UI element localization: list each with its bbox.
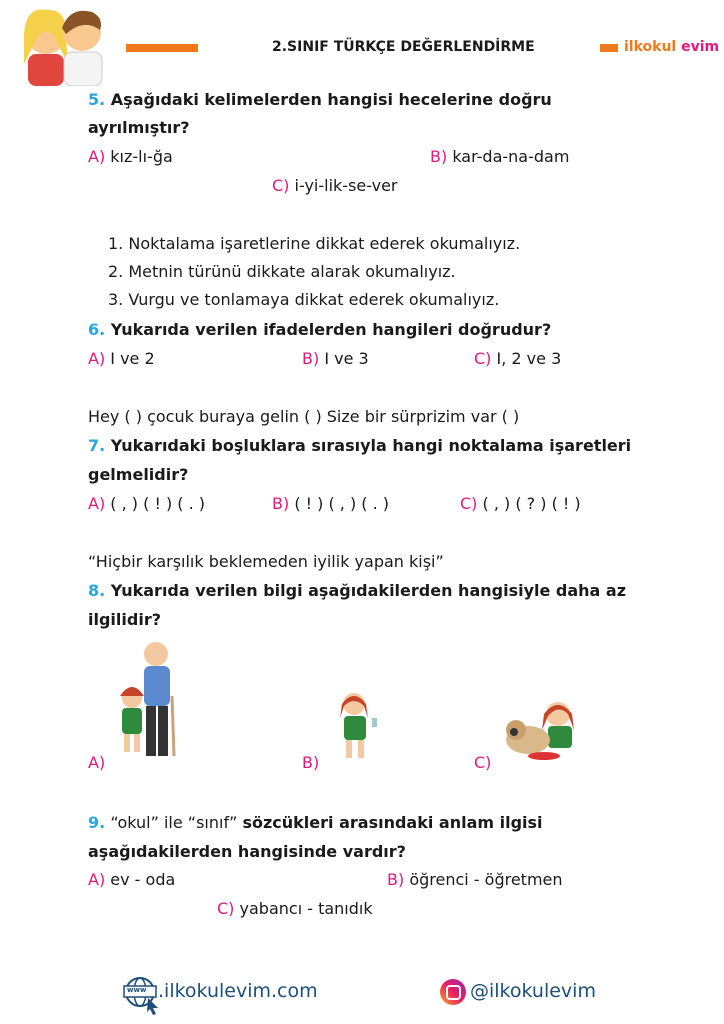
q7-text: Yukarıdaki boşluklara sırasıyla hangi noktalama işaretleri <box>110 436 632 455</box>
q8-quote: “Hiçbir karşılık beklemeden iyilik yapan kişi” <box>88 552 444 571</box>
header-bar-right <box>600 44 618 52</box>
q7-option-c: C) ( , ) ( ? ) ( ! ) <box>460 494 581 513</box>
q9-option-a: A) ev - oda <box>88 870 176 889</box>
q5-text-2: ayrılmıştır? <box>88 118 190 137</box>
header-bar-left <box>126 44 198 52</box>
statement-3: 3. Vurgu ve tonlamaya dikkat ederek okumalıyız. <box>108 290 500 309</box>
q8-option-c: C) <box>474 753 492 772</box>
statement-1: 1. Noktalama işaretlerine dikkat ederek okumalıyız. <box>108 234 521 253</box>
q6-option-b: B) I ve 3 <box>302 349 369 368</box>
q5-number: 5. <box>88 90 106 109</box>
q7-option-b: B) ( ! ) ( , ) ( . ) <box>272 494 390 513</box>
q7-text-2: gelmelidir? <box>88 465 189 484</box>
site-logo <box>624 36 719 58</box>
q9-text: sözcükleri arasındaki anlam ilgisi <box>242 813 543 832</box>
www-label: www <box>127 986 147 994</box>
q6-option-c: C) I, 2 ve 3 <box>474 349 562 368</box>
girl-with-phone-image <box>328 688 388 762</box>
instagram-icon <box>440 979 466 1005</box>
logo-part1: ilkokul <box>624 39 677 55</box>
q6-text: Yukarıda verilen ifadelerden hangileri doğrudur? <box>110 320 552 339</box>
q9-text-2: aşağıdakilerden hangisinde vardır? <box>88 842 406 861</box>
q8-number: 8. <box>88 581 106 600</box>
q5-text: Aşağıdaki kelimelerden hangisi hecelerine doğru <box>110 90 552 109</box>
q8-option-b: B) <box>302 753 320 772</box>
q9-number: 9. <box>88 813 106 832</box>
q5-option-b: B) kar-da-na-dam <box>430 147 570 166</box>
children-illustration <box>14 4 110 86</box>
website-link[interactable]: .ilkokulevim.com <box>158 980 318 1002</box>
q8-text: Yukarıda verilen bilgi aşağıdakilerden hangisiyle daha az <box>110 581 627 600</box>
statement-2: 2. Metnin türünü dikkate alarak okumalıyız. <box>108 262 456 281</box>
page-title: 2.SINIF TÜRKÇE DEĞERLENDİRME <box>272 39 535 55</box>
q7-number: 7. <box>88 436 106 455</box>
q9-option-c: C) yabancı - tanıdık <box>217 899 373 918</box>
instagram-handle[interactable]: @ilkokulevim <box>470 980 596 1002</box>
q9-option-b: B) öğrenci - öğretmen <box>387 870 563 889</box>
q7-option-a: A) ( , ) ( ! ) ( . ) <box>88 494 206 513</box>
q8-option-a: A) <box>88 753 106 772</box>
girl-helping-elderly-image <box>110 636 185 760</box>
logo-part2: evim <box>681 39 720 55</box>
q7-sentence: Hey ( ) çocuk buraya gelin ( ) Size bir sürprizim var ( ) <box>88 407 520 426</box>
q6-number: 6. <box>88 320 106 339</box>
q9-text-words: “okul” ile “sınıf” <box>110 813 238 832</box>
q6-option-a: A) I ve 2 <box>88 349 155 368</box>
girl-feeding-dog-image <box>500 696 590 762</box>
q8-text-2: ilgilidir? <box>88 610 161 629</box>
q5-option-a: A) kız-lı-ğa <box>88 147 173 166</box>
q5-option-c: C) i-yi-lik-se-ver <box>272 176 398 195</box>
